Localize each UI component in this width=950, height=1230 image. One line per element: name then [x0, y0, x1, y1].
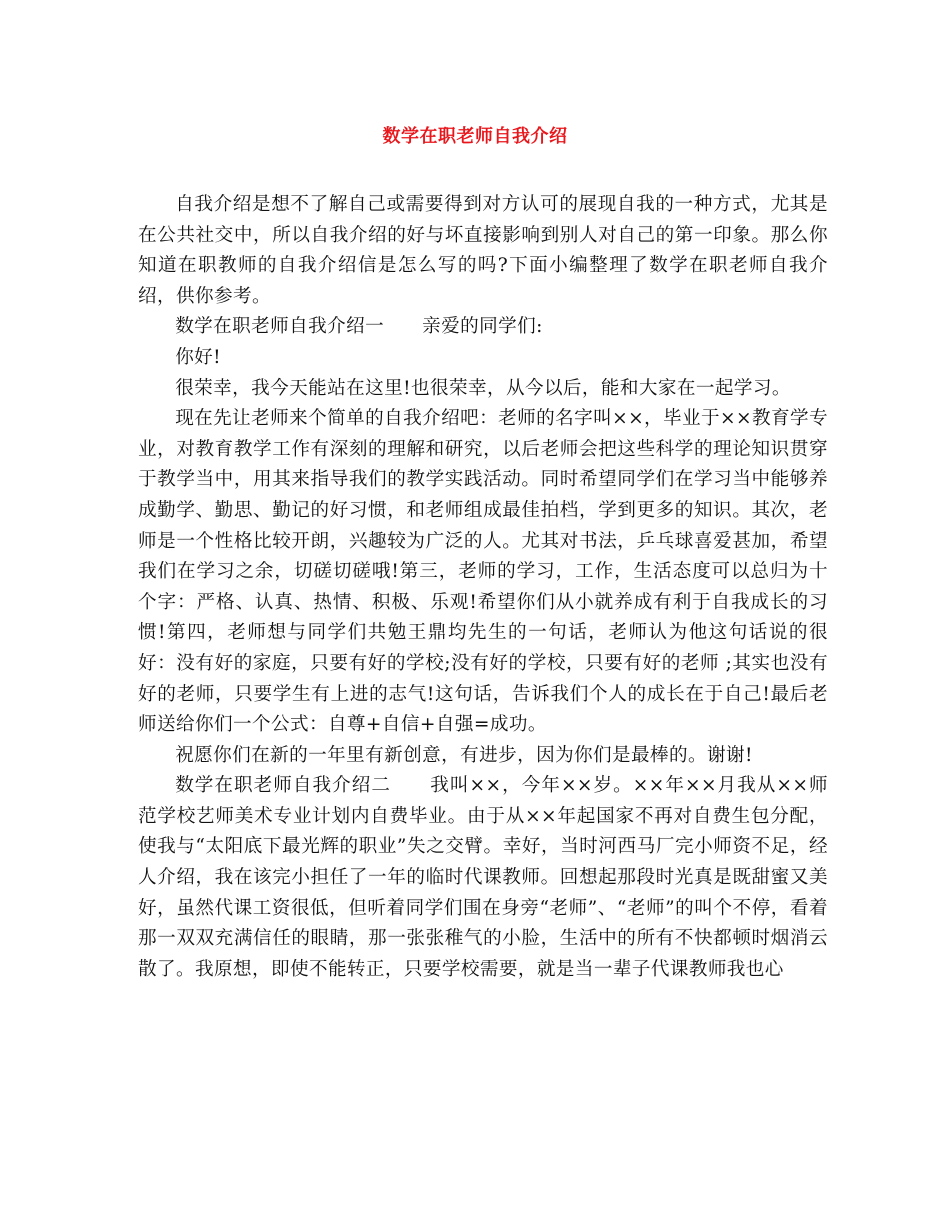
document-title: 数学在职老师自我介绍 — [382, 126, 568, 147]
paragraph-honored: 很荣幸，我今天能站在这里!也很荣幸，从今以后，能和大家在一起学习。 — [175, 377, 791, 399]
document-body — [138, 190, 828, 985]
paragraph-intro: 自我介绍是想不了解自己或需要得到对方认可的展现自我的一种方式，尤其是在公共社交中，所以自我介绍的好与坏直接影响到别人对自己的第一印象。那么你知道在职教师的自我介绍信是怎么写的吗?下面小编整理了数学在职老师自我介绍，供你参考。 — [138, 194, 828, 307]
paragraph-wishes: 祝愿你们在新的一年里有新创意，有进步，因为你们是最棒的。谢谢! — [175, 744, 753, 766]
paragraph-section-one-heading: 数学在职老师自我介绍一 亲爱的同学们: — [175, 316, 543, 338]
paragraph-greeting: 你好! — [175, 346, 222, 368]
paragraph-self-introduction: 现在先让老师来个简单的自我介绍吧：老师的名字叫××，毕业于××教育学专业，对教育教学工作有深刻的理解和研究，以后老师会把这些科学的理论知识贯穿于教学当中，用其来指导我们的教学实践活动。同时希望同学们在学习当中能够养成勤学、勤思、勤记的好习惯，和老师组成最佳拍档，学到更多的知识。其次，老师是一个性格比较开朗，兴趣较为广泛的人。尤其对书法，乒乓球喜爱甚加，希望我们在学习之余，切磋切磋哦!第三，老师的学习，工作，生活态度可以总归为十个字：严格、认真、热情、积极、乐观!希望你们从小就养成有利于自我成长的习惯!第四，老师想与同学们共勉王鼎均先生的一句话，老师认为他这句话说的很好：没有好的家庭，只要有好的学校;没有好的学校，只要有好的老师 ;其实也没有好的老师，只要学生有上进的志气!这句话，告诉我们个人的成长在于自己!最后老师送给你们一个公式：自尊+自信+自强=成功。 — [138, 408, 828, 736]
paragraph-section-two: 数学在职老师自我介绍二 我叫××，今年××岁。××年××月我从××师范学校艺师美术专业计划内自费毕业。由于从××年起国家不再对自费生包分配，使我与“太阳底下最光辉的职业”失之交臂。幸好，当时河西马厂完小师资不足，经人介绍，我在该完小担任了一年的临时代课教师。回想起那段时光真是既甜蜜又美好，虽然代课工资很低，但听着同学们围在身旁“老师”、“老师”的叫个不停，看着那一双双充满信任的眼睛，那一张张稚气的小脸，生活中的所有不快都顿时烟消云散了。我原想，即使不能转正，只要学校需要，就是当一辈子代课教师我也心 — [138, 775, 828, 980]
